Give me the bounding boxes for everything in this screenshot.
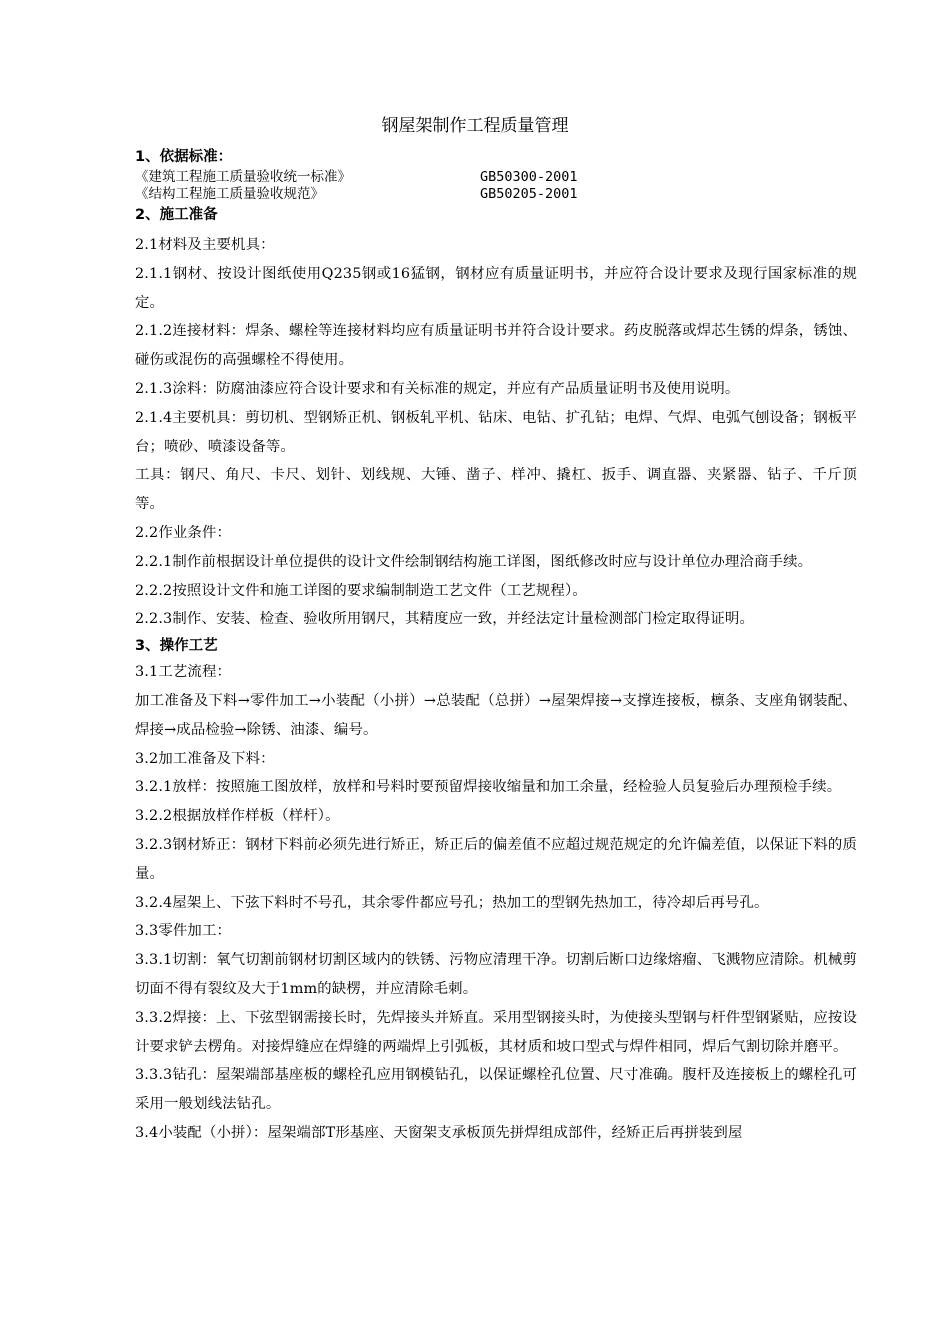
standard-code: GB50205-2001 xyxy=(480,186,578,202)
standard-name: 《建筑工程施工质量验收统一标准》 xyxy=(135,169,351,185)
section-heading-process: 3、操作工艺 xyxy=(135,638,218,655)
standard-item xyxy=(135,186,857,203)
section-heading-preparation: 2、施工准备 xyxy=(135,207,218,223)
paragraph: 3.3.3钻孔：屋架端部基座板的螺栓孔应用钢模钻孔，以保证螺栓孔位置、尺寸准确。腹杆及连接板上的螺栓孔可采用一般划线法钻孔。 xyxy=(135,1067,857,1113)
paragraph: 3.2.4屋架上、下弦下料时不号孔，其余零件都应号孔；热加工的型钢先热加工，待冷却后再号孔。 xyxy=(135,894,769,911)
paragraph: 3.2.1放样：按照施工图放样，放样和号料时要预留焊接收缩量和加工余量，经检验人员复验后办理预检手续。 xyxy=(135,779,842,796)
paragraph: 3.3零件加工： xyxy=(135,923,232,940)
paragraph: 2.1材料及主要机具： xyxy=(135,237,275,253)
paragraph: 3.3.2焊接：上、下弦型钢需接长时，先焊接头并矫直。采用型钢接头时，为使接头型钢与杆件型钢紧贴，应按设计要求铲去楞角。对接焊缝应在焊缝的两端焊上引弧板，其材质和坡口型式与焊件相同，焊后气割切除并磨平。 xyxy=(135,1009,857,1055)
section-heading-standards: 1、依据标准： xyxy=(135,149,233,165)
paragraph: 工具：钢尺、角尺、卡尺、划针、划线规、大锤、凿子、样冲、撬杠、扳手、调直器、夹紧器、钻子、千斤顶等。 xyxy=(135,467,857,513)
paragraph: 3.2.3钢材矫正：钢材下料前必须先进行矫正，矫正后的偏差值不应超过规范规定的允许偏差值，以保证下料的质量。 xyxy=(135,836,857,882)
paragraph: 加工准备及下料→零件加工→小装配（小拼）→总装配（总拼）→屋架焊接→支撑连接板，檩条、支座角钢装配、焊接→成品检验→除锈、油漆、编号。 xyxy=(135,692,857,738)
paragraph: 3.3.1切割：氧气切割前钢材切割区域内的铁锈、污物应清理干净。切割后断口边缘熔瘤、飞溅物应清除。机械剪切面不得有裂纹及大于1mm的缺楞，并应清除毛刺。 xyxy=(135,952,857,997)
paragraph: 2.1.2连接材料：焊条、螺栓等连接材料均应有质量证明书并符合设计要求。药皮脱落或焊芯生锈的焊条，锈蚀、碰伤或混伤的高强螺栓不得使用。 xyxy=(135,323,857,369)
standard-item xyxy=(135,169,857,186)
paragraph: 3.4小装配（小拼）：屋架端部T形基座、天窗架支承板顶先拼焊组成部件，经矫正后再拼装到屋 xyxy=(135,1124,743,1141)
paragraph: 2.1.3涂料：防腐油漆应符合设计要求和有关标准的规定，并应有产品质量证明书及使用说明。 xyxy=(135,380,740,397)
document-body xyxy=(135,145,857,1148)
standard-name: 《结构工程施工质量验收规范》 xyxy=(135,186,324,202)
paragraph: 2.2.3制作、安装、检查、验收所用钢尺，其精度应一致，并经法定计量检测部门检定取得证明。 xyxy=(135,611,754,628)
paragraph: 2.2.1制作前根据设计单位提供的设计文件绘制钢结构施工详图，图纸修改时应与设计单位办理洽商手续。 xyxy=(135,553,813,570)
paragraph: 3.1工艺流程： xyxy=(135,664,232,681)
paragraph: 2.2作业条件： xyxy=(135,524,232,541)
paragraph: 3.2加工准备及下料： xyxy=(135,750,275,767)
paragraph: 3.2.2根据放样作样板（样杆）。 xyxy=(135,808,340,825)
paragraph: 2.2.2按照设计文件和施工详图的要求编制制造工艺文件（工艺规程）。 xyxy=(135,582,587,599)
standards-list xyxy=(135,169,857,203)
document-title: 钢屋架制作工程质量管理 xyxy=(381,116,569,136)
standard-code: GB50300-2001 xyxy=(480,169,578,185)
paragraph: 2.1.4主要机具：剪切机、型钢矫正机、钢板轧平机、钻床、电钻、扩孔钻；电焊、气焊、电弧气刨设备；钢板平台；喷砂、喷漆设备等。 xyxy=(135,409,857,455)
paragraph: 2.1.1钢材、按设计图纸使用Q235钢或16猛钢，钢材应有质量证明书，并应符合设计要求及现行国家标准的规定。 xyxy=(135,265,857,311)
